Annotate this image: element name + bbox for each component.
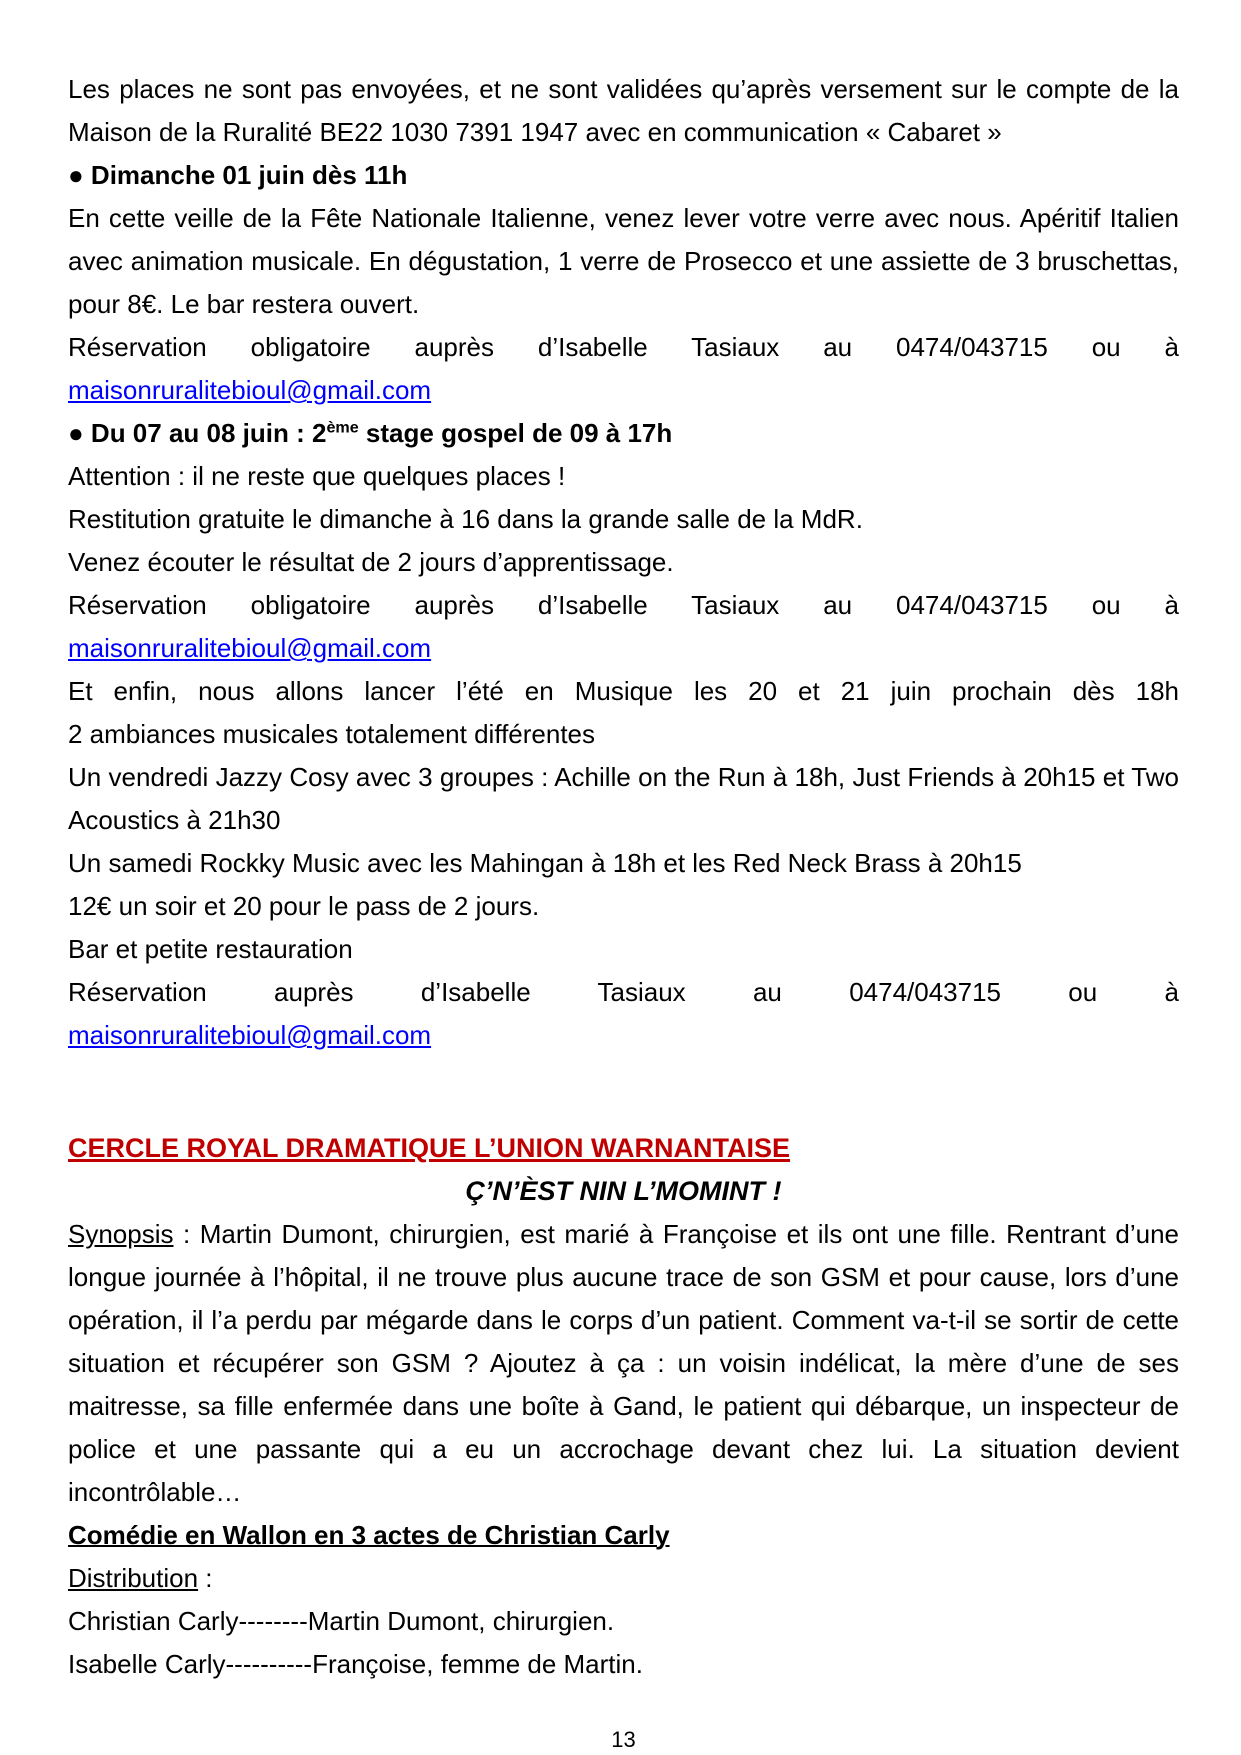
summer-intro-line1: Et enfin, nous allons lancer l’été en Musique les 20 et 21 juin prochain dès 18h xyxy=(68,676,1179,706)
summer-price: 12€ un soir et 20 pour le pass de 2 jours. xyxy=(68,891,540,921)
play-title: Ç’N’ÈST NIN L’MOMINT ! xyxy=(465,1176,782,1206)
gospel-warning: Attention : il ne reste que quelques places ! xyxy=(68,461,566,491)
gospel-heading-superscript: ème xyxy=(326,418,359,437)
gospel-restitution: Restitution gratuite le dimanche à 16 dans la grande salle de la MdR. xyxy=(68,504,863,534)
summer-saturday: Un samedi Rockky Music avec les Mahingan à 18h et les Red Neck Brass à 20h15 xyxy=(68,848,1022,878)
synopsis-paragraph xyxy=(68,1213,1179,1514)
theatre-section-title: CERCLE ROYAL DRAMATIQUE L’UNION WARNANTAISE xyxy=(68,1133,791,1163)
page-number: 13 xyxy=(611,1727,636,1752)
comedy-credit: Comédie en Wallon en 3 actes de Christian Carly xyxy=(68,1520,670,1550)
cabaret-payment-note: Les places ne sont pas envoyées, et ne sont validées qu’après versement sur le compte de la Maison de la Ruralité BE22 1030 7391 1947 avec en communication « Cabaret » xyxy=(68,74,1179,147)
gospel-email-link[interactable]: maisonruralitebioul@gmail.com xyxy=(68,633,432,663)
cast-line: Christian Carly--------Martin Dumont, chirurgien. xyxy=(68,1606,615,1636)
summer-bar: Bar et petite restauration xyxy=(68,934,353,964)
distribution-heading xyxy=(68,1557,1179,1600)
gospel-heading-post: stage gospel de 09 à 17h xyxy=(358,418,673,448)
summer-email-line xyxy=(68,1014,1179,1057)
event-heading-gospel xyxy=(68,412,1179,455)
gospel-invite: Venez écouter le résultat de 2 jours d’apprentissage. xyxy=(68,547,674,577)
synopsis-text: : Martin Dumont, chirurgien, est marié à Françoise et ils ont une fille. Rentrant d’une longue journée à l’hôpital, il ne trouve plus aucune trace de son GSM et pour cause, lors d’une opération, il l’a perdu par mégarde dans le corps d’un patient. Comment va-t-il se sortir de cette situation et récupérer son GSM ? Ajoutez à ça : un voisin indélicat, la mère d’une de ses maitresse, sa fille enfermée dans une boîte à Gand, le patient qui débarque, un inspecteur de police et une passante qui a eu un accrochage devant chez lui. La situation devient incontrôlable… xyxy=(68,1219,1179,1507)
aperitif-email-line xyxy=(68,369,1179,412)
aperitif-email-link[interactable]: maisonruralitebioul@gmail.com xyxy=(68,375,432,405)
summer-friday: Un vendredi Jazzy Cosy avec 3 groupes : Achille on the Run à 18h, Just Friends à 20h15 et Two Acoustics à 21h30 xyxy=(68,762,1179,835)
summer-email-link[interactable]: maisonruralitebioul@gmail.com xyxy=(68,1020,432,1050)
distribution-colon: : xyxy=(198,1563,213,1593)
distribution-label: Distribution xyxy=(68,1563,199,1593)
gospel-reservation: Réservation obligatoire auprès d’Isabelle Tasiaux au 0474/043715 ou à xyxy=(68,590,1179,620)
aperitif-reservation: Réservation obligatoire auprès d’Isabelle Tasiaux au 0474/043715 ou à xyxy=(68,332,1179,362)
aperitif-body: En cette veille de la Fête Nationale Italienne, venez lever votre verre avec nous. Apéritif Italien avec animation musicale. En dégustation, 1 verre de Prosecco et une assiette de 3 bruschettas, pour 8€. Le bar restera ouvert. xyxy=(68,203,1179,319)
gospel-email-line xyxy=(68,627,1179,670)
summer-intro-line2: 2 ambiances musicales totalement différentes xyxy=(68,719,596,749)
gospel-heading-pre: ● Du 07 au 08 juin : 2 xyxy=(68,418,327,448)
summer-reservation: Réservation auprès d’Isabelle Tasiaux au 0474/043715 ou à xyxy=(68,977,1179,1007)
event-heading-aperitif: ● Dimanche 01 juin dès 11h xyxy=(68,160,408,190)
section-gap xyxy=(68,1057,1179,1127)
cast-line: Isabelle Carly----------Françoise, femme de Martin. xyxy=(68,1649,643,1679)
synopsis-label: Synopsis xyxy=(68,1219,174,1249)
